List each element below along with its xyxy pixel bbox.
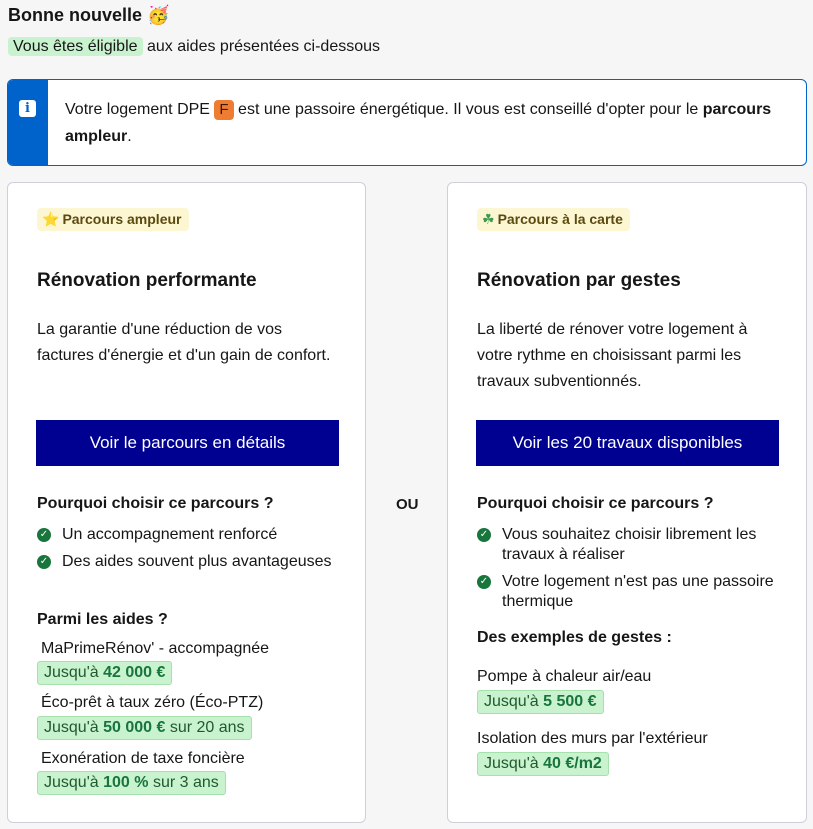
- check-circle-icon: ✓: [477, 528, 491, 542]
- eligibility-line: [8, 38, 380, 56]
- check-circle-icon: ✓: [37, 555, 51, 569]
- example-name: Pompe à chaleur air/eau: [477, 668, 652, 685]
- list-item: ✓ Des aides souvent plus avantageuses: [37, 552, 357, 572]
- aid-amount-badge: Jusqu'à 42 000 €: [37, 661, 172, 685]
- card-parcours-ampleur: [7, 182, 366, 823]
- card-description: La liberté de rénover votre logement à votre rythme en choisissant parmi les travaux subventionnés.: [477, 321, 748, 390]
- check-circle-icon: ✓: [477, 575, 491, 589]
- eligible-text: aux aides présentées ci-dessous: [146, 38, 381, 55]
- list-item: ✓ Vous souhaitez choisir librement les travaux à réaliser: [477, 525, 797, 565]
- page-title: Bonne nouvelle 🥳: [8, 5, 170, 26]
- aid-name: Éco-prêt à taux zéro (Éco-PTZ): [41, 694, 264, 711]
- example-amount-badge: Jusqu'à 5 500 €: [477, 690, 604, 714]
- card-title: Rénovation performante: [37, 270, 257, 291]
- alert-highlight: parcours ampleur: [65, 101, 772, 145]
- card-parcours-a-la-carte: [447, 182, 807, 823]
- why-title: Pourquoi choisir ce parcours ?: [477, 495, 714, 512]
- card-description: La garantie d'une réduction de vos factures d'énergie et d'un gain de confort.: [37, 321, 331, 364]
- parcours-tag: ☘ Parcours à la carte: [477, 208, 630, 231]
- check-circle-icon: ✓: [37, 528, 51, 542]
- or-separator: OU: [396, 496, 419, 513]
- aid-amount-badge: Jusqu'à 50 000 € sur 20 ans: [37, 716, 252, 740]
- clover-icon: ☘: [482, 212, 495, 228]
- card-title: Rénovation par gestes: [477, 270, 681, 291]
- dpe-badge: F: [214, 100, 233, 120]
- list-item: ✓ Un accompagnement renforcé: [37, 525, 357, 545]
- aid-amount-badge: Jusqu'à 100 % sur 3 ans: [37, 771, 226, 795]
- party-face-icon: 🥳: [147, 5, 170, 26]
- parcours-tag: ⭐ Parcours ampleur: [37, 208, 189, 231]
- reasons-list: [477, 525, 797, 619]
- info-alert: [7, 79, 807, 166]
- aids-title: Parmi les aides ?: [37, 611, 168, 628]
- example-amount-badge: Jusqu'à 40 €/m2: [477, 752, 609, 776]
- aid-name: Exonération de taxe foncière: [41, 750, 245, 767]
- why-title: Pourquoi choisir ce parcours ?: [37, 495, 274, 512]
- example-name: Isolation des murs par l'extérieur: [477, 730, 708, 747]
- star-icon: ⭐: [42, 212, 60, 228]
- view-available-works-button[interactable]: Voir les 20 travaux disponibles: [476, 420, 779, 466]
- eligible-badge: Vous êtes éligible: [8, 37, 143, 56]
- alert-sidebar: [8, 80, 48, 165]
- examples-title: Des exemples de gestes :: [477, 629, 672, 646]
- view-parcours-details-button[interactable]: Voir le parcours en détails: [36, 420, 339, 466]
- info-icon: i: [19, 100, 36, 117]
- list-item: ✓ Votre logement n'est pas une passoire thermique: [477, 572, 797, 612]
- aid-name: MaPrimeRénov' - accompagnée: [41, 640, 270, 657]
- alert-message: Votre logement DPE F est une passoire énergétique. Il vous est conseillé d'opter pour le parcours ampleur.: [65, 101, 772, 145]
- reasons-list: [37, 525, 357, 579]
